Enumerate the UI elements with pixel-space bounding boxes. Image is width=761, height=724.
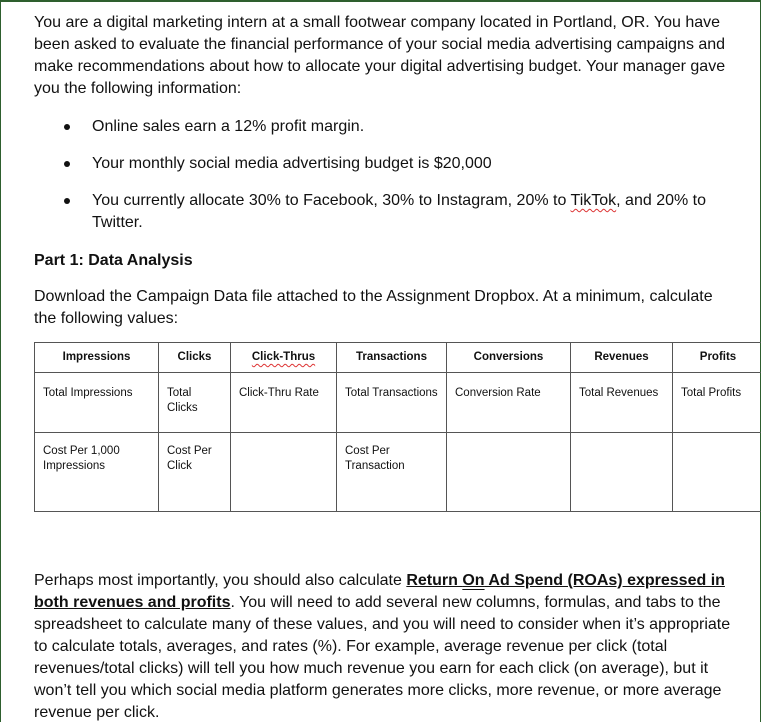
roas-lead-text: Perhaps most importantly, you should also calculate [34, 572, 406, 589]
header-clicks: Clicks [159, 343, 231, 373]
table-cell [447, 433, 571, 512]
table-cell: Total Impressions [35, 373, 159, 433]
header-conversions: Conversions [447, 343, 571, 373]
table-row [35, 373, 761, 433]
table-row [35, 433, 761, 512]
tiktok-spellcheck-word: TikTok [571, 192, 617, 209]
table-cell: Click-Thru Rate [231, 373, 337, 433]
table-cell: Cost Per 1,000 Impressions [35, 433, 159, 512]
table-cell [231, 433, 337, 512]
allocation-text-start: You currently allocate 30% to Facebook, 30% to Instagram, 20% to [92, 192, 571, 209]
roas-rest-text: . You will need to add several new columns, formulas, and tabs to the spreadsheet to calculate many of these values, and you will need to consider when it’s appropriate to calculate totals, averages, and rates (%). For example, average revenue per click (total revenues/total clicks) will tell you how much revenue you earn for each click (on average), but it won’t tell you which social media platform generates more clicks, more revenue, or more average revenue per click. [34, 594, 730, 721]
roas-on-word: On [462, 572, 484, 589]
intro-paragraph: You are a digital marketing intern at a small footwear company located in Portland, OR. You have been asked to evaluate the financial performance of your social media advertising campaigns and make recommendations about how to allocate your digital advertising budget. Your manager gave you the following information: [34, 12, 734, 100]
table-cell [571, 433, 673, 512]
table-cell: Total Clicks [159, 373, 231, 433]
roas-emphasis-start: Return [406, 572, 462, 589]
allocation-text-end: , and 20% to Twitter. [92, 192, 706, 231]
bullet-profit-margin: Online sales earn a 12% profit margin. [34, 116, 734, 138]
header-click-thrus [231, 343, 337, 373]
header-transactions: Transactions [337, 343, 447, 373]
table-cell: Conversion Rate [447, 373, 571, 433]
header-profits: Profits [673, 343, 761, 373]
table-cell: Cost Per Click [159, 433, 231, 512]
header-revenues: Revenues [571, 343, 673, 373]
bullet-allocation [34, 190, 734, 234]
roas-paragraph [34, 570, 734, 724]
download-instructions: Download the Campaign Data file attached to the Assignment Dropbox. At a minimum, calculate the following values: [34, 286, 734, 330]
click-thrus-spellcheck-word: Click-Thrus [252, 351, 315, 363]
table-cell [673, 433, 761, 512]
table-header-row [35, 343, 761, 373]
roas-emphasis-end: Ad Spend (ROAs) expressed in both revenues and profits [34, 572, 725, 611]
table-cell: Total Profits [673, 373, 761, 433]
header-impressions: Impressions [35, 343, 159, 373]
table-cell: Total Revenues [571, 373, 673, 433]
table-cell: Total Transactions [337, 373, 447, 433]
bullet-budget: Your monthly social media advertising budget is $20,000 [34, 153, 734, 175]
part1-heading: Part 1: Data Analysis [34, 250, 193, 272]
table-cell: Cost Per Transaction [337, 433, 447, 512]
info-bullet-list [34, 116, 734, 249]
metrics-table [34, 342, 761, 512]
